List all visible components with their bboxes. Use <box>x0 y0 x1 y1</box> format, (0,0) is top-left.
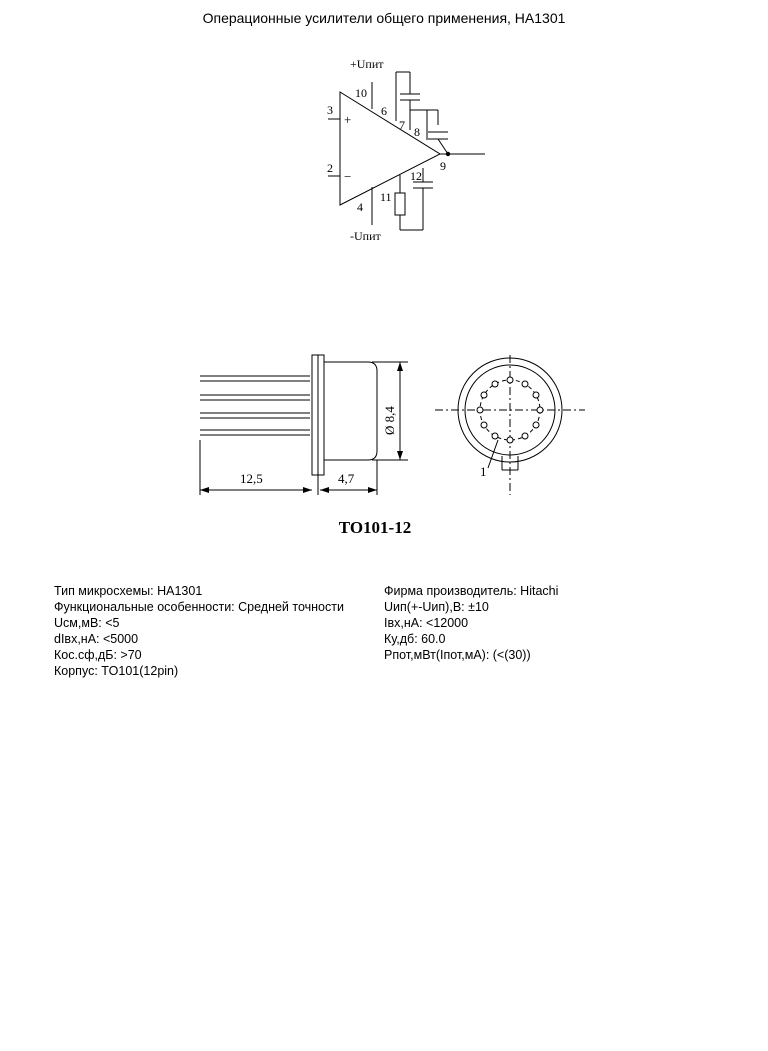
spec-package: Корпус: TO101(12pin) <box>54 664 179 678</box>
supply-neg-label: -Uпит <box>350 229 381 243</box>
pin-label-8: 8 <box>414 125 420 139</box>
spec-gain: Ку,дб: 60.0 <box>384 632 446 646</box>
pin-label-10: 10 <box>355 86 367 100</box>
plus-sign: + <box>344 112 352 127</box>
pin-label-6: 6 <box>381 104 387 118</box>
pin-label-11: 11 <box>380 190 392 204</box>
package-top-view <box>430 350 590 500</box>
package-name: TO101-12 <box>338 518 412 537</box>
opamp-schematic <box>300 50 500 245</box>
dim-body-label: 4,7 <box>338 471 355 486</box>
spec-power: Pпот,мВт(Iпот,мА): (<(30)) <box>384 648 531 662</box>
spec-input-current: Iвх,нА: <12000 <box>384 616 469 630</box>
pin1-label: 1 <box>480 464 487 479</box>
pin-label-4: 4 <box>357 200 363 214</box>
spec-chip-type: Тип микросхемы: HA1301 <box>54 584 203 598</box>
supply-pos-label: +Uпит <box>350 57 384 71</box>
page-title: Операционные усилители общего применения, HA1301 <box>202 10 566 26</box>
pin-label-3: 3 <box>327 103 333 117</box>
output-junction-dot <box>446 152 450 156</box>
spec-features: Функциональные особенности: Средней точности <box>54 600 344 614</box>
specs-left-column <box>54 583 344 679</box>
pin-label-9: 9 <box>440 159 446 173</box>
spec-input-offset-current: dIвх,нА: <5000 <box>54 632 139 646</box>
pin-label-12: 12 <box>410 169 422 183</box>
pin-label-2: 2 <box>327 161 333 175</box>
specs-right-column <box>384 583 558 663</box>
package-side-view <box>150 340 420 500</box>
dim-length-label: 12,5 <box>240 471 263 486</box>
pin-label-7: 7 <box>399 118 405 132</box>
spec-supply-voltage: Uип(+-Uип),В: ±10 <box>384 600 489 614</box>
spec-manufacturer: Фирма производитель: Hitachi <box>384 584 559 598</box>
dim-diameter-label: Ø 8,4 <box>382 406 397 435</box>
minus-sign: − <box>344 169 352 184</box>
spec-offset-voltage: Uсм,мВ: <5 <box>54 616 120 630</box>
spec-cmrr: Кос.сф,дБ: >70 <box>54 648 142 662</box>
